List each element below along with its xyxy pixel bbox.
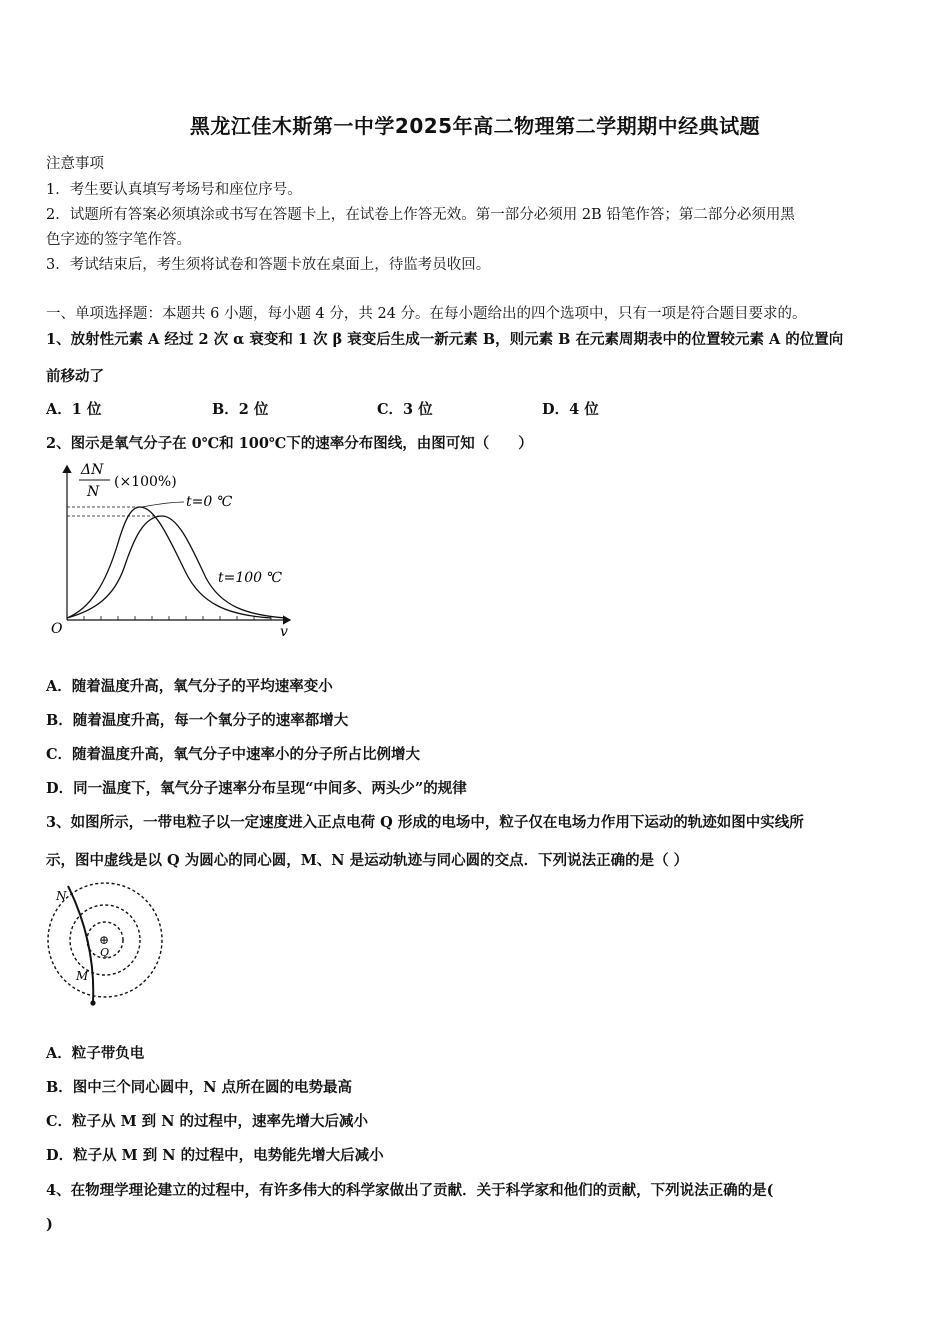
ylabel-numerator: ΔN [81,462,104,478]
notice-item-2: 2．试题所有答案必须填涂或书写在答题卡上，在试卷上作答无效。第一部分必须用 2B 铅笔作答；第二部分必须用黑 [46,207,795,223]
q1-option-b: B．2 位 [212,401,269,418]
q3-stem-line2: 示，图中虚线是以 Q 为圆心的同心圆，M、N 是运动轨迹与同心圆的交点．下列说法正确的是（ ） [46,852,689,869]
origin-label: O [51,621,63,637]
q3-option-d: D．粒子从 M 到 N 的过程中，电势能先增大后减小 [46,1147,384,1164]
q3-stem-line1: 3、如图所示，一带电粒子以一定速度进入正点电荷 Q 形成的电场中，粒子仅在电场力作用下运动的轨迹如图中实线所 [46,814,804,831]
q2-option-a: A．随着温度升高，氧气分子的平均速率变小 [46,678,333,695]
point-n-label: N [56,889,67,903]
particle-trajectory [68,886,93,1002]
ylabel-unit: (×100%) [114,474,177,490]
notice-item-2-cont: 色字迹的签字笔作答。 [46,232,191,248]
trajectory-end-dot [90,1000,95,1005]
q1-stem-line2: 前移动了 [46,368,104,385]
curve-0c [67,507,271,618]
q1-option-c: C．3 位 [377,401,433,418]
notice-heading: 注意事项 [46,156,104,172]
curve-100c [67,516,286,618]
point-m-label: M [76,969,89,983]
q3-option-a: A．粒子带负电 [46,1045,145,1062]
section-heading: 一、单项选择题：本题共 6 小题，每小题 4 分，共 24 分。在每小题给出的四个选项中，只有一项是符合题目要求的。 [46,306,807,322]
q2-option-b: B．随着温度升高，每一个氧分子的速率都增大 [46,712,349,729]
q3-option-b: B．图中三个同心圆中，N 点所在圆的电势最高 [46,1079,353,1096]
q3-option-c: C．粒子从 M 到 N 的过程中，速率先增大后减小 [46,1113,369,1130]
curve-100c-label: t=100 ℃ [218,570,283,586]
page-title: 黑龙江佳木斯第一中学2025年高二物理第二学期期中经典试题 [189,114,761,138]
q1-option-d: D．4 位 [542,401,599,418]
notice-item-3: 3．考试结束后，考生须将试卷和答题卡放在桌面上，待监考员收回。 [46,257,491,273]
q2-speed-distribution-figure [46,458,306,643]
q2-option-c: C．随着温度升高，氧气分子中速率小的分子所占比例增大 [46,746,421,763]
q1-stem-line1: 1、放射性元素 A 经过 2 次 α 衰变和 1 次 β 衰变后生成一新元素 B，则元素 B 在元素周期表中的位置较元素 A 的位置向 [46,331,844,348]
q4-stem-line2: ) [46,1216,53,1233]
curve-0c-label: t=0 ℃ [186,494,233,510]
q1-option-a: A．1 位 [46,401,102,418]
q2-option-d: D．同一温度下，氧气分子速率分布呈现“中间多、两头少”的规律 [46,780,467,797]
q4-stem-line1: 4、在物理学理论建立的过程中，有许多伟大的科学家做出了贡献．关于科学家和他们的贡献，下列说法正确的是( [46,1182,774,1199]
charge-plus-symbol: ⊕ [99,933,110,947]
xlabel: v [280,624,288,640]
q3-field-figure [40,880,170,1010]
curve-0c-leader [142,502,184,507]
charge-q-label: Q [100,946,110,959]
ylabel-denominator: N [87,484,100,500]
notice-item-1: 1．考生要认真填写考场号和座位序号。 [46,182,302,198]
q2-stem: 2、图示是氧气分子在 0℃和 100℃下的速率分布图线，由图可知（ ） [46,435,533,452]
